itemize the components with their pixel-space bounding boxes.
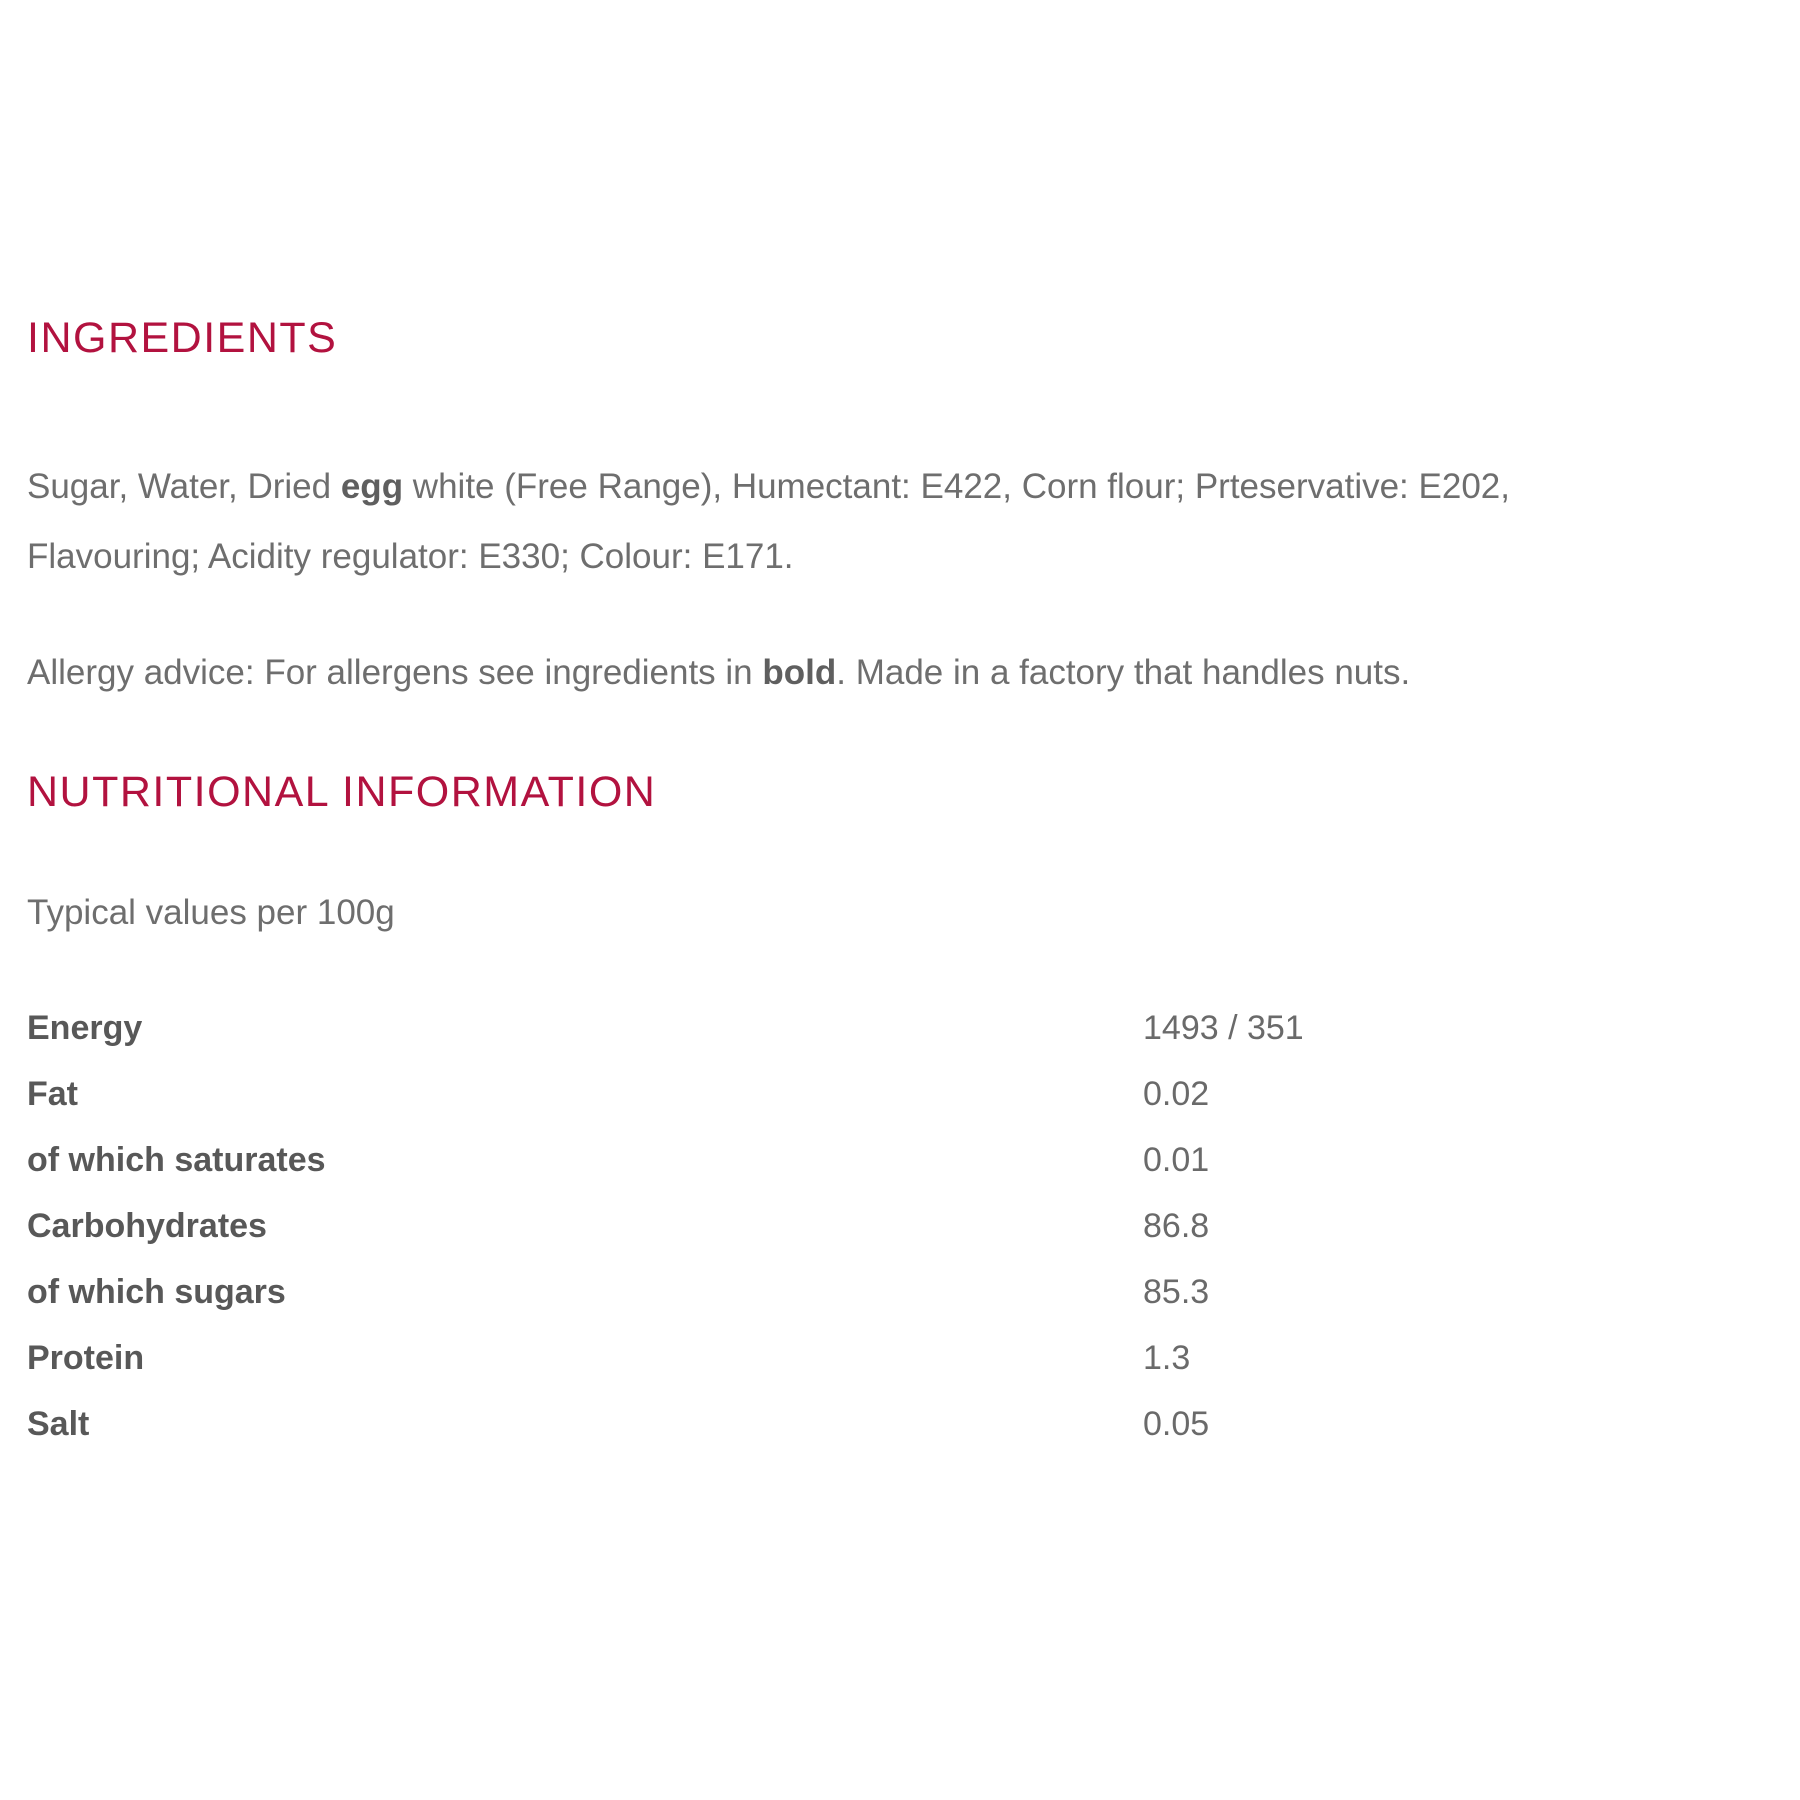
nutrition-row-label: Protein [27, 1338, 145, 1377]
allergy-advice-part2: . Made in a factory that handles nuts. [836, 653, 1411, 692]
nutrition-section-heading: NUTRITIONAL INFORMATION [27, 768, 657, 816]
table-row [27, 1259, 1557, 1325]
nutrition-row-value: 85.3 [1143, 1272, 1210, 1311]
nutrition-row-value: 0.05 [1143, 1404, 1210, 1443]
nutrition-row-label: Fat [27, 1074, 78, 1113]
nutrition-row-value: 1493 / 351 [1143, 1008, 1304, 1047]
allergy-advice-bold: bold [762, 653, 837, 692]
ingredients-allergen-bold: egg [340, 467, 404, 506]
table-row [27, 1325, 1557, 1391]
table-row [27, 995, 1557, 1061]
nutrition-row-label: of which saturates [27, 1140, 326, 1179]
nutrition-row-value: 1.3 [1143, 1338, 1191, 1377]
table-row [27, 1193, 1557, 1259]
table-row [27, 1061, 1557, 1127]
table-row [27, 1391, 1557, 1457]
nutrition-row-label: of which sugars [27, 1272, 286, 1311]
table-row [27, 1127, 1557, 1193]
allergy-advice-text [27, 638, 1562, 708]
nutrition-row-label: Carbohydrates [27, 1206, 267, 1245]
ingredients-text-part1: Sugar, Water, Dried [27, 467, 341, 506]
nutrition-table [27, 995, 1557, 1457]
nutrition-row-label: Salt [27, 1404, 90, 1443]
typical-values-label: Typical values per 100g [27, 893, 395, 932]
nutrition-row-value: 0.02 [1143, 1074, 1210, 1113]
nutrition-row-value: 0.01 [1143, 1140, 1210, 1179]
ingredients-text [27, 452, 1562, 592]
ingredients-section-heading: INGREDIENTS [27, 314, 338, 362]
allergy-advice-part1: Allergy advice: For allergens see ingredients in [27, 653, 763, 692]
ingredients-text-part2: white (Free Range), Humectant: E422, Corn flour; Prteservative: E202, Flavouring; Acidity regulator: E330; Colour: E171. [27, 467, 1510, 576]
nutrition-row-value: 86.8 [1143, 1206, 1210, 1245]
nutrition-row-label: Energy [27, 1008, 143, 1047]
